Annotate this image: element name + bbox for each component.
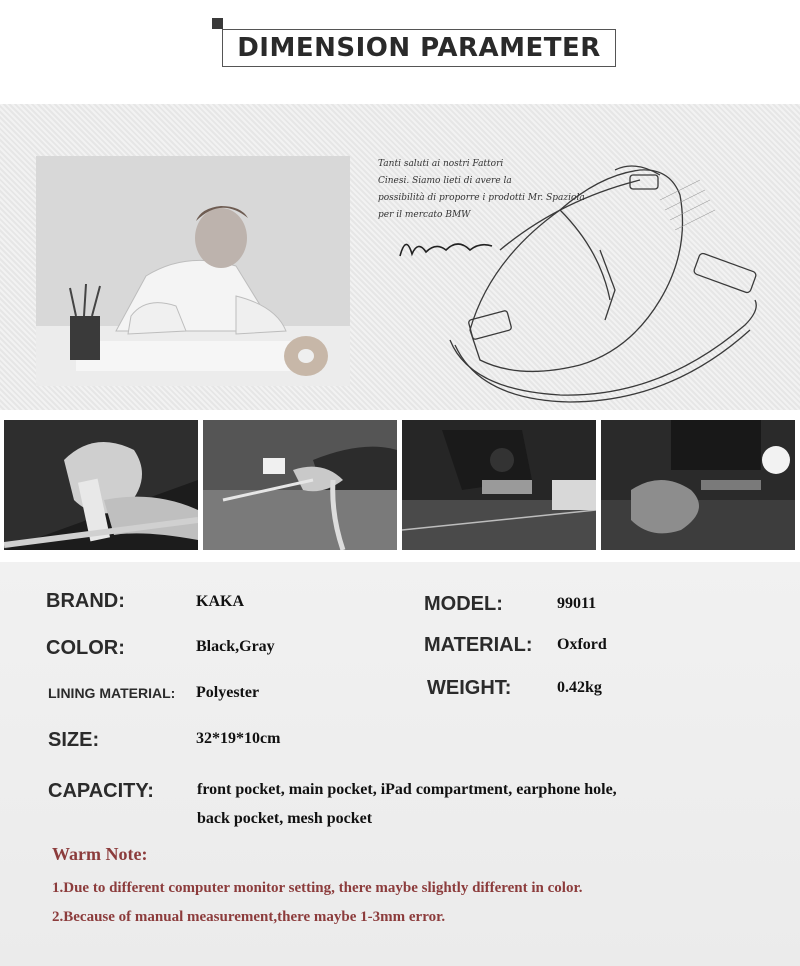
bag-sketch	[360, 140, 800, 410]
handwriting-line: Cinesi. Siamo lieti di avere la	[378, 176, 512, 186]
capacity-value-line1: front pocket, main pocket, iPad compartment, earphone hole,	[197, 781, 617, 798]
model-label: MODEL:	[424, 593, 503, 615]
craft-photo-sewing-machine	[402, 420, 596, 550]
craft-photo-cutting	[4, 420, 198, 550]
warm-note-item: 1.Due to different computer monitor setting, there maybe slightly different in color.	[52, 880, 583, 896]
craft-photo-stitching	[601, 420, 795, 550]
craft-photo-scissors	[203, 420, 397, 550]
material-value: Oxford	[557, 636, 607, 653]
color-value: Black,Gray	[196, 638, 275, 655]
warm-note-title: Warm Note:	[52, 844, 148, 864]
weight-value: 0.42kg	[557, 679, 602, 696]
handwriting-line: Tanti saluti ai nostri Fattori	[378, 159, 504, 169]
capacity-value-line2: back pocket, mesh pocket	[197, 810, 373, 827]
handwriting-line: per il mercato BMW	[378, 210, 471, 220]
size-label: SIZE:	[48, 729, 100, 751]
brand-value: KAKA	[196, 593, 244, 610]
model-value: 99011	[557, 595, 597, 612]
material-label: MATERIAL:	[424, 634, 533, 656]
lining-material-label: LINING MATERIAL:	[48, 685, 176, 701]
warm-note-item: 2.Because of manual measurement,there maybe 1-3mm error.	[52, 909, 446, 925]
capacity-label: CAPACITY:	[48, 780, 154, 802]
page-title: DIMENSION PARAMETER	[237, 33, 601, 63]
handwriting-line: possibilità di proporre i prodotti Mr. Spaziola	[378, 193, 585, 203]
weight-label: WEIGHT:	[427, 677, 512, 699]
designer-illustration	[36, 156, 350, 386]
header-accent-square	[212, 18, 223, 29]
brand-label: BRAND:	[46, 590, 125, 612]
specification-panel	[0, 562, 800, 966]
designer-photo	[36, 156, 350, 386]
size-value: 32*19*10cm	[196, 730, 281, 747]
color-label: COLOR:	[46, 637, 125, 659]
lining-material-value: Polyester	[196, 684, 260, 701]
